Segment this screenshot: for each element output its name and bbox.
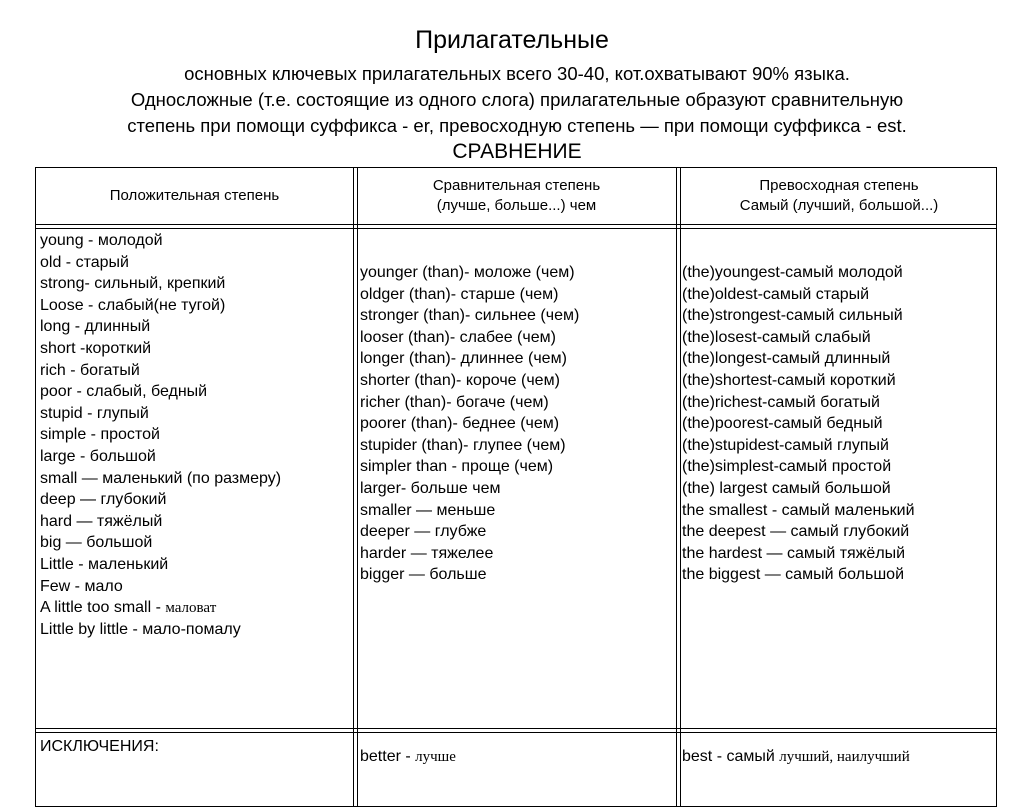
list-item: younger (than)- моложе (чем) (360, 264, 575, 281)
list-item: (the)longest-самый длинный (682, 350, 891, 368)
exception-superlative (682, 746, 910, 769)
item-text-serif: маловат (165, 600, 217, 617)
list-item: (the)youngest-самый молодой (682, 264, 903, 281)
list-item: the smallest - самый маленький (682, 501, 915, 519)
header-positive (36, 168, 353, 224)
section-title: СРАВНЕНИЕ (452, 140, 582, 163)
list-item: stupider (than)- глупее (чем) (360, 436, 566, 454)
list-item: looser (than)- слабее (чем) (360, 328, 556, 346)
list-item: poorer (than)- беднее (чем) (360, 415, 560, 433)
list-item: hard — тяжёлый (40, 512, 163, 530)
table-divider (36, 228, 996, 229)
list-item: (the)shortest-самый короткий (682, 371, 896, 389)
page-title: Прилагательные (415, 26, 609, 54)
list-item (40, 619, 281, 641)
list-item: smaller — меньше (360, 501, 496, 519)
superlative-column (682, 262, 915, 586)
list-item: rich - богатый (40, 361, 140, 379)
list-item: strong- сильный, крепкий (40, 275, 226, 293)
item-text: better - (360, 748, 416, 765)
header-text: Самый (лучший, большой...) (739, 197, 939, 214)
list-item: larger- больше чем (360, 479, 501, 497)
table-divider (36, 732, 996, 733)
list-item: young - молодой (40, 232, 163, 249)
list-item: (the)stupidest-самый глупый (682, 436, 889, 454)
list-item: long - длинный (40, 318, 151, 336)
item-text: A little too small - (40, 599, 166, 617)
header-text: Сравнительная степень (432, 177, 601, 194)
list-item: longer (than)- длиннее (чем) (360, 350, 567, 368)
list-item: the hardest — самый тяжёлый (682, 544, 906, 562)
table-divider (676, 168, 677, 806)
comparative-column (360, 262, 579, 586)
item-text-serif: лучше (415, 749, 456, 765)
list-item: deep — глубокий (40, 491, 167, 509)
list-item: the deepest — самый глубокий (682, 523, 910, 541)
exception-comparative (360, 746, 456, 769)
header-superlative (680, 168, 998, 224)
list-item: bigger — больше (360, 566, 487, 584)
item-text: best - самый (682, 748, 780, 765)
list-item: deeper — глубже (360, 523, 487, 541)
list-item: large - большой (40, 447, 156, 465)
intro-line: Односложные (т.е. состоящие из одного слога) прилагательные образуют сравнительную (130, 89, 904, 110)
list-item: shorter (than)- короче (чем) (360, 371, 560, 389)
table-divider (36, 224, 996, 225)
list-item: (the)poorest-самый бедный (682, 415, 883, 433)
list-item: (the)losest-самый слабый (682, 328, 871, 346)
list-item: (the) largest самый большой (682, 479, 891, 497)
positive-column (40, 230, 281, 640)
header-text: (лучше, больше...) чем (436, 197, 597, 214)
intro-line: основных ключевых прилагательных всего 30-40, кот.охватывают 90% языка. (184, 63, 850, 84)
list-item: richer (than)- богаче (чем) (360, 393, 549, 411)
list-item: harder — тяжелее (360, 544, 494, 562)
comparison-table (35, 167, 997, 807)
table-divider (353, 168, 354, 806)
exceptions-label: ИСКЛЮЧЕНИЯ: (40, 738, 159, 755)
header-comparative (357, 168, 676, 224)
list-item: short -короткий (40, 339, 152, 357)
list-item: (the)richest-самый богатый (682, 393, 880, 411)
list-item: the biggest — самый большой (682, 566, 905, 584)
list-item: simpler than - проще (чем) (360, 458, 554, 476)
list-item: simple - простой (40, 426, 160, 444)
header-text: Превосходная степень (759, 177, 919, 194)
item-text-serif: лучший, наилучший (779, 749, 910, 765)
intro-line: степень при помощи суффикса - er, превосходную степень — при помощи суффикса - est. (127, 115, 907, 136)
list-item: stronger (than)- сильнее (чем) (360, 307, 580, 325)
item-text: Little by little - мало-помалу (40, 620, 241, 638)
list-item: (the)strongest-самый сильный (682, 307, 903, 325)
list-item: small — маленький (по размеру) (40, 469, 282, 487)
list-item: Few - мало (40, 577, 123, 595)
list-item: stupid - глупый (40, 404, 149, 422)
list-item: big — большой (40, 534, 153, 552)
list-item: Little - маленький (40, 555, 169, 573)
list-item: (the)oldest-самый старый (682, 285, 870, 303)
list-item (40, 597, 281, 619)
table-divider (680, 168, 681, 806)
list-item: old - старый (40, 253, 129, 271)
list-item: oldger (than)- старше (чем) (360, 285, 559, 303)
list-item: (the)simplest-самый простой (682, 458, 892, 476)
list-item: Loose - слабый(не тугой) (40, 296, 226, 314)
intro-text (0, 61, 1024, 139)
table-divider (36, 728, 996, 729)
list-item: poor - слабый, бедный (40, 383, 208, 401)
table-divider (357, 168, 358, 806)
header-text: Положительная степень (109, 187, 280, 204)
